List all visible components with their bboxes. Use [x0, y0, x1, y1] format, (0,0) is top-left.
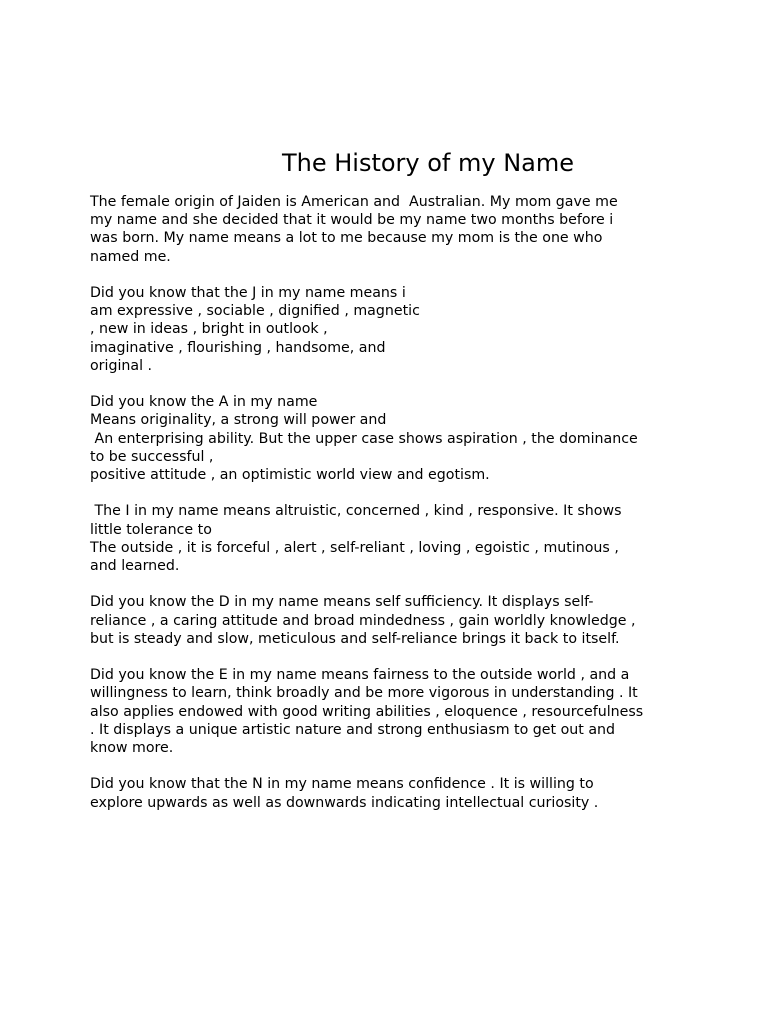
text-line: named me. [90, 248, 171, 265]
text-line: . It displays a unique artistic nature and strong enthusiasm to get out and [90, 721, 616, 738]
text-line: was born. My name means a lot to me because my mom is the one who [90, 230, 603, 247]
text-line: reliance , a caring attitude and broad mindedness , gain worldly knowledge , [90, 612, 636, 629]
text-line: explore upwards as well as downwards indicating intellectual curiosity . [90, 794, 599, 811]
paragraph [90, 666, 690, 757]
paragraph [90, 284, 690, 375]
text-line: and learned. [90, 558, 180, 575]
text-line: Did you know the A in my name [90, 394, 318, 411]
text-line: Did you know that the N in my name means confidence . It is willing to [90, 776, 594, 793]
text-line: willingness to learn, think broadly and be more vigorous in understanding . It [90, 685, 638, 702]
document-title: The History of my Name [281, 149, 575, 177]
text-line: The I in my name means altruistic, concerned , kind , responsive. It shows [90, 503, 622, 520]
document-body [90, 193, 690, 830]
text-line: my name and she decided that it would be my name two months before i [90, 212, 614, 229]
paragraph [90, 193, 690, 266]
paragraph [90, 393, 690, 484]
paragraph [90, 775, 690, 811]
text-line: little tolerance to [90, 521, 212, 538]
text-line: but is steady and slow, meticulous and self-reliance brings it back to itself. [90, 630, 620, 647]
text-line: original . [90, 357, 153, 374]
text-line: Means originality, a strong will power and [90, 412, 387, 429]
text-line: to be successful , [90, 448, 214, 465]
text-line: also applies endowed with good writing abilities , eloquence , resourcefulness [90, 703, 644, 720]
text-line: An enterprising ability. But the upper case shows aspiration , the dominance [90, 430, 638, 447]
paragraph [90, 502, 690, 575]
text-line: Did you know that the J in my name means i [90, 285, 406, 301]
text-line: Did you know the E in my name means fairness to the outside world , and a [90, 667, 630, 684]
text-line: positive attitude , an optimistic world view and egotism. [90, 467, 490, 484]
text-line: , new in ideas , bright in outlook , [90, 321, 328, 338]
text-line: The female origin of Jaiden is American and Australian. My mom gave me [90, 194, 618, 210]
text-line: imaginative , flourishing , handsome, and [90, 339, 386, 356]
text-line: am expressive , sociable , dignified , magnetic [90, 303, 420, 320]
text-line: Did you know the D in my name means self sufficiency. It displays self- [90, 594, 594, 611]
text-line: know more. [90, 740, 174, 757]
paragraph [90, 593, 690, 648]
text-line: The outside , it is forceful , alert , self-reliant , loving , egoistic , mutinous , [90, 539, 619, 556]
